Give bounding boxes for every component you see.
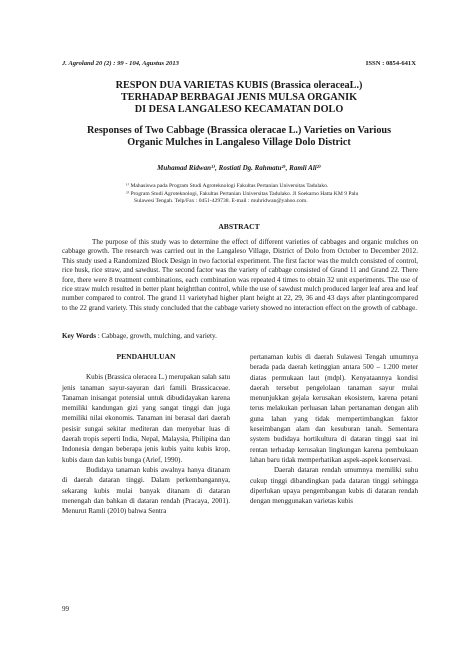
title-en-line-2: Organic Mulches in Langaleso Village Dolo District <box>127 137 351 148</box>
title-id-line-1: RESPON DUA VARIETAS KUBIS (Brassica oleraceaL.) <box>115 80 363 91</box>
affiliation-2: ²⁾ Program Studi Agroteknologi, Fakultas Pertanian Universitas Tadulako. Jl Soekarno Hatta KM 9 Palu <box>126 190 359 197</box>
journal-citation: J. Agroland 20 (2) : 99 - 104, Agustus 2013 <box>62 60 179 67</box>
abstract-heading: ABSTRACT <box>218 222 260 231</box>
left-paragraph-1: Kubis (Brassica oleracea L.) merupakan salah satu jenis tanaman sayur-sayuran dari famili Brassicaceae. Tanaman inisangat potensial untuk dibudidayakan karena memiliki kandungan gizi yang sangat tinggi dan juga memiliki nilai ekonomis. Tanaman ini berasal dari daerah pesisir sungai sekitar mediteran dan menyebar luas di daerah tropis seperti India, Nepal, Malaysia, Philipina dan Indonesia dengan beberapa jenis kubis yaitu kubis krop, kubis daun dan kubis bunga (Arief, 1990). <box>62 373 230 464</box>
issn: ISSN : 0854-641X <box>365 60 416 67</box>
affiliations <box>126 183 366 206</box>
title-en-line-1: Responses of Two Cabbage (Brassica oleracae L.) Varieties on Various <box>86 125 392 136</box>
author-list: Muhamad Ridwan¹⁾, Rostiati Dg. Rahmatu²⁾, Ramli Ali²⁾ <box>157 164 321 172</box>
keywords <box>62 332 418 341</box>
title-english <box>62 125 416 149</box>
page-number: 99 <box>62 605 70 613</box>
right-paragraph-2: Daerah dataran rendah umumnya memiliki suhu cukup tinggi dibandingkan pada dataran tinggi sehingga diperlukan upaya pengembangan kubis di dataran rendah dengan menggunakan varietas kubis <box>250 466 418 506</box>
keywords-label: Key Words <box>62 332 96 340</box>
affiliation-2-contact: Sulawesi Tengah. Telp/Fax : 0451-429738. E-mail : muhridwan@yahoo.com. <box>134 198 308 205</box>
title-indonesian <box>62 80 416 116</box>
left-paragraph-2: Budidaya tanaman kubis awalnya hanya ditanam di daerah dataran tinggi. Dalam perkembangannya, sekarang kubis mulai banyak ditanam di dataran menengah dan bahkan di dataran rendah (Pracaya, 2001). Menurut Ramli (2010) bahwa Sentra <box>62 465 230 516</box>
right-paragraph-1: pertanaman kubis di daerah Sulawesi Tengah umumnya berada pada daerah ketinggian antara 500 – 1.200 meter diatas permukaan laut (mdpl). Kenyataannya kondisi daerah tersebut pengelolaan tanaman sayur mulai menunjukkan gejala kerusakan ekosistem, karena petani terus melakukan perluasan lahan pertanaman dengan alih guna lahan yang tidak mempertimbangkan faktor keseimbangan alam dan kesuburan tanah. Sementara system budidaya hortikultura di dataran tinggi saat ini rentan terhadap kerusakan lingkungan karena pembukaan lahan baru tidak memperhatikan aspek-aspek konservasi. <box>250 353 418 464</box>
affiliation-1: ¹⁾ Mahasiswa pada Program Studi Agroteknologi Fakultas Pertanian Universitas Tadulako. <box>126 183 329 189</box>
keywords-text: : Cabbage, growth, mulching, and variety. <box>95 332 217 340</box>
right-column <box>250 352 418 506</box>
abstract-body: The purpose of this study was to determine the effect of different varieties of cabbages and organic mulches on cabbage growth. The research was carried out in the Langaleso Village, District of Dolo from October to December 2012. This study used a Randomized Block Design in two factorial experiment. The first factor was the mulch consisted of control, rice husk, rice straw, and sawdust. The second factor was the variety of cabbage consisted of Grand 11 and Grand 22. There fore, there were 8 treatment combinations, each combination was repeated 4 times to obtain 32 unit experiments. The use of rice straw mulch resulted in better plant heightthan control, while the use of sawdust mulch produced larger leaf area and leaf number compared to control. The grand 11 varietyhad higher plant height at 22, 29, 36 and 43 days after plantingcompared to the 22 grand variety. This study concluded that the cabbage variety showed no interaction effect on the growth of cabbage. <box>62 238 418 312</box>
section-heading: PENDAHULUAN <box>116 352 176 361</box>
title-id-line-2: TERHADAP BERBAGAI JENIS MULSA ORGANIK <box>120 92 358 103</box>
left-column <box>62 352 230 516</box>
title-id-line-3: DI DESA LANGALESO KECAMATAN DOLO <box>134 104 344 115</box>
